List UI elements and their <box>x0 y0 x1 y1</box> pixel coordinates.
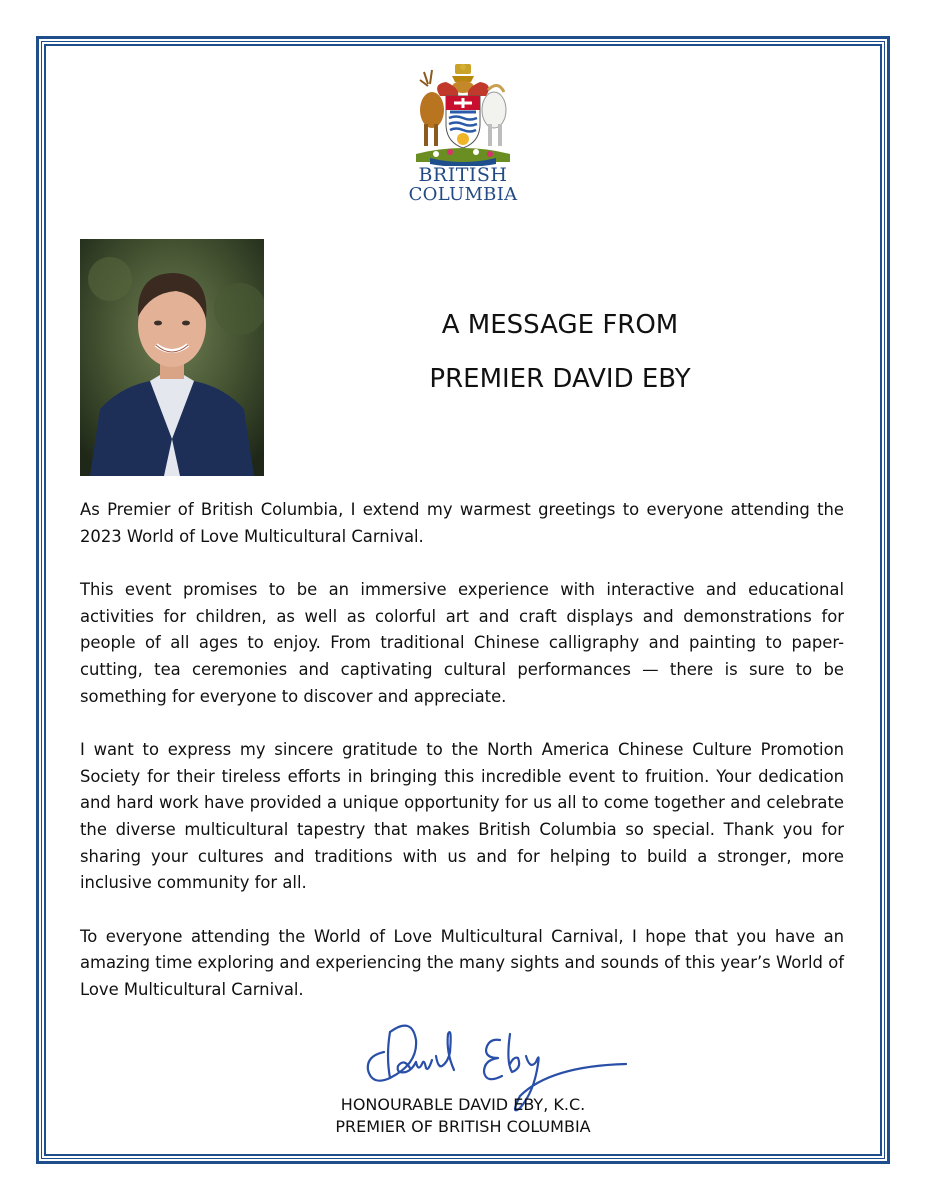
paragraph-closing: To everyone attending the World of Love Multicultural Carnival, I hope that you have an amazing time exploring and experiencing the many sights and sounds of this year’s World of Love Multicultural Carnival. <box>80 926 844 999</box>
portrait-photo <box>80 239 264 476</box>
message-body <box>80 497 844 1031</box>
crest-text-columbia: COLUMBIA <box>408 184 518 205</box>
coat-of-arms-icon <box>402 62 524 166</box>
bc-coat-of-arms-logo <box>402 62 524 210</box>
signoff-title: PREMIER OF BRITISH COLUMBIA <box>335 1117 591 1136</box>
message-title-line-2: PREMIER DAVID EBY <box>429 364 691 394</box>
premier-portrait-image <box>80 239 264 476</box>
paragraph-greeting: As Premier of British Columbia, I extend my warmest greetings to everyone attending the 2023 World of Love Multicultural Carnival. <box>80 500 844 546</box>
paragraph-event: This event promises to be an immersive experience with interactive and educational activities for children, as well as colorful art and craft displays and demonstrations for people of all ages to enjoy. From traditional Chinese calligraphy and painting to paper-cutting, tea ceremonies and captivating cultural performances — there is sure to be something for everyone to discover and appreciate. <box>80 580 844 706</box>
paragraph-gratitude: I want to express my sincere gratitude to the North America Chinese Culture Promotion Society for their tireless efforts in bringing this incredible event to fruition. Your dedication and hard work have provided a unique opportunity for us all to come together and celebrate the diverse multicultural tapestry that makes British Columbia so special. Thank you for sharing your cultures and traditions with us and for helping to build a stronger, more inclusive community for all. <box>80 740 844 893</box>
crest-text-british: BRITISH <box>418 164 508 186</box>
signoff-name: HONOURABLE DAVID EBY, K.C. <box>340 1095 586 1114</box>
message-title-line-1: A MESSAGE FROM <box>441 310 679 340</box>
